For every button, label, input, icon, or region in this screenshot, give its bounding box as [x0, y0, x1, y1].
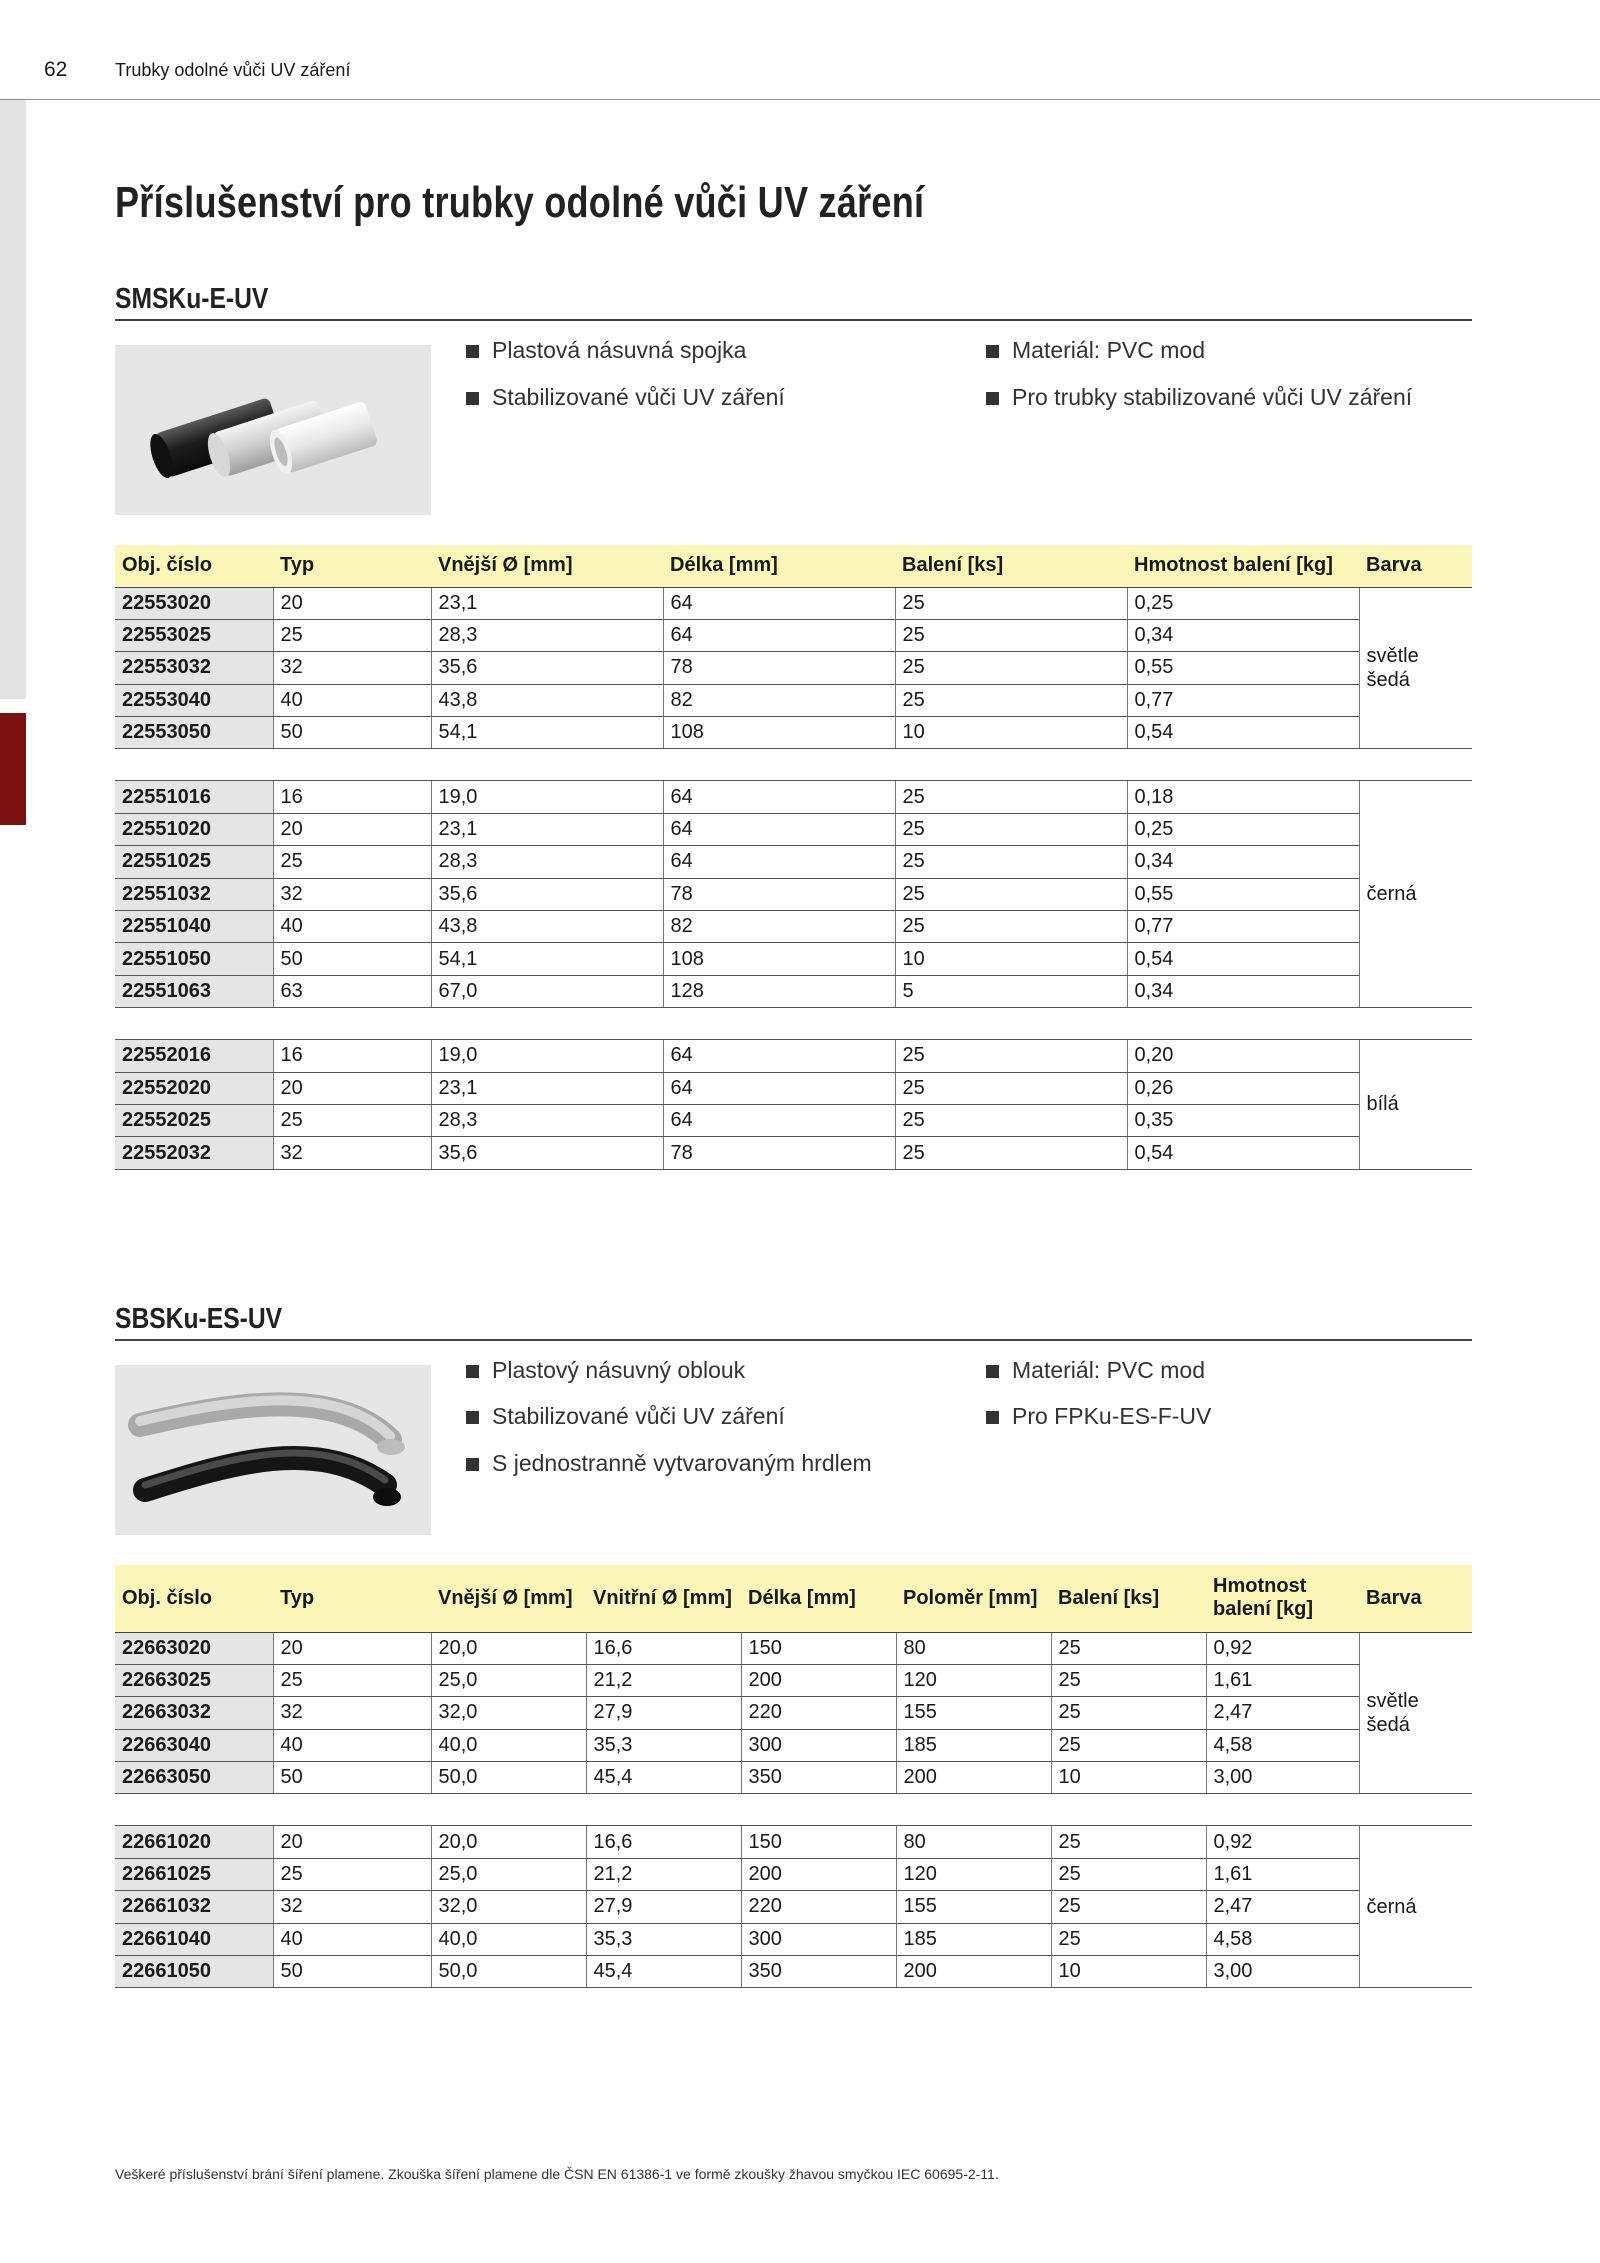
bullet-square-icon [986, 1365, 999, 1378]
table-cell: 200 [741, 1664, 896, 1696]
product-photo-couplings [115, 345, 431, 515]
table-cell: 82 [663, 684, 895, 716]
table-body [115, 1632, 1472, 1988]
order-number-cell: 22553040 [115, 684, 273, 716]
table-cell: 25 [895, 813, 1127, 845]
table-cell: 25 [273, 1104, 431, 1136]
table-cell: 10 [1051, 1762, 1206, 1794]
table-cell: 4,58 [1206, 1729, 1359, 1761]
table-cell: 300 [741, 1729, 896, 1761]
table-cell: 64 [663, 846, 895, 878]
order-number-cell: 22663025 [115, 1664, 273, 1696]
color-cell: bílá [1359, 1040, 1472, 1170]
order-number-cell: 22663020 [115, 1632, 273, 1664]
col-header: Hmotnost balení [kg] [1206, 1565, 1359, 1632]
color-cell: černá [1359, 781, 1472, 1008]
table-cell: 25 [1051, 1632, 1206, 1664]
bullet-square-icon [986, 345, 999, 358]
table-cell: 64 [663, 1104, 895, 1136]
col-header: Obj. číslo [115, 1565, 273, 1632]
col-header: Hmotnost balení [kg] [1127, 545, 1359, 587]
table-cell: 35,6 [431, 1137, 663, 1169]
table-cell: 78 [663, 652, 895, 684]
table-cell: 10 [895, 717, 1127, 749]
order-number-cell: 22552016 [115, 1040, 273, 1072]
table-cell: 40 [273, 684, 431, 716]
table-cell: 50 [273, 717, 431, 749]
table-cell: 23,1 [431, 587, 663, 619]
table-cell: 0,25 [1127, 587, 1359, 619]
table-cell: 120 [896, 1664, 1051, 1696]
bullet-square-icon [466, 345, 479, 358]
table-cell: 1,61 [1206, 1664, 1359, 1696]
table-cell: 27,9 [586, 1697, 741, 1729]
table-cell: 40 [273, 1729, 431, 1761]
table-cell: 64 [663, 781, 895, 813]
bullet-item: Pro FPKu-ES-F-UV [1012, 1403, 1211, 1430]
footer-note: Veškeré příslušenství brání šíření plamene. Zkouška šíření plamene dle ČSN EN 61386-1 ve formě zkoušky žhavou smyčkou IEC 60695-2-11. [115, 2166, 999, 2182]
table-cell: 16 [273, 781, 431, 813]
table-cell: 0,25 [1127, 813, 1359, 845]
table-row [115, 652, 1472, 684]
table-cell: 220 [741, 1891, 896, 1923]
table-cell: 16,6 [586, 1826, 741, 1858]
table-cell: 25 [895, 619, 1127, 651]
order-number-cell: 22661032 [115, 1891, 273, 1923]
section-header [115, 283, 1472, 321]
table-cell: 50,0 [431, 1956, 586, 1988]
order-number-cell: 22661020 [115, 1826, 273, 1858]
table-cell: 0,54 [1127, 943, 1359, 975]
table-cell: 50 [273, 1762, 431, 1794]
table-row [115, 587, 1472, 619]
table-cell: 2,47 [1206, 1697, 1359, 1729]
table-row [115, 1858, 1472, 1890]
order-number-cell: 22551020 [115, 813, 273, 845]
table-cell: 0,20 [1127, 1040, 1359, 1072]
table-cell: 63 [273, 975, 431, 1007]
table-cell: 20,0 [431, 1826, 586, 1858]
table-cell: 45,4 [586, 1762, 741, 1794]
col-header: Balení [ks] [1051, 1565, 1206, 1632]
product-photo-bends [115, 1365, 431, 1535]
table-cell: 20 [273, 1826, 431, 1858]
table-row [115, 619, 1472, 651]
table-cell: 16,6 [586, 1632, 741, 1664]
table-cell: 25 [1051, 1729, 1206, 1761]
table-cell: 32,0 [431, 1891, 586, 1923]
table-row [115, 943, 1472, 975]
table-cell: 32 [273, 1137, 431, 1169]
table-cell: 108 [663, 943, 895, 975]
table-cell: 64 [663, 1040, 895, 1072]
order-number-cell: 22552032 [115, 1137, 273, 1169]
table-cell: 0,92 [1206, 1632, 1359, 1664]
bullet-item: Plastová násuvná spojka [492, 337, 746, 364]
col-header: Délka [mm] [741, 1565, 896, 1632]
table-cell: 0,35 [1127, 1104, 1359, 1136]
table-cell: 40 [273, 911, 431, 943]
col-header: Vnější Ø [mm] [431, 1565, 586, 1632]
table-cell: 25 [1051, 1891, 1206, 1923]
table-cell: 25 [895, 1072, 1127, 1104]
table-cell: 25 [1051, 1826, 1206, 1858]
order-number-cell: 22661025 [115, 1858, 273, 1890]
table-body [115, 587, 1472, 1169]
table-cell: 0,34 [1127, 619, 1359, 651]
table-row [115, 1072, 1472, 1104]
table-cell: 25 [273, 1664, 431, 1696]
bullet-square-icon [466, 1458, 479, 1471]
table-cell: 20 [273, 813, 431, 845]
table-cell: 35,3 [586, 1923, 741, 1955]
table-row [115, 1891, 1472, 1923]
order-number-cell: 22551063 [115, 975, 273, 1007]
order-number-cell: 22661040 [115, 1923, 273, 1955]
page-title: Příslušenství pro trubky odolné vůči UV záření [115, 178, 925, 227]
table-row [115, 781, 1472, 813]
table-cell: 25 [895, 781, 1127, 813]
table-row [115, 1956, 1472, 1988]
table-row [115, 1826, 1472, 1858]
table-cell: 28,3 [431, 846, 663, 878]
table-cell: 54,1 [431, 717, 663, 749]
order-number-cell: 22553020 [115, 587, 273, 619]
table-cell: 35,3 [586, 1729, 741, 1761]
col-header: Barva [1359, 545, 1472, 587]
section-title: SMSKu-E-UV [115, 283, 269, 315]
table-cell: 45,4 [586, 1956, 741, 1988]
running-header [0, 0, 1600, 100]
table-cell: 64 [663, 587, 895, 619]
bullet-item: Plastový násuvný oblouk [492, 1357, 745, 1384]
table-cell: 0,34 [1127, 846, 1359, 878]
table-cell: 40,0 [431, 1729, 586, 1761]
product-table-smsku [115, 545, 1472, 1170]
table-cell: 200 [896, 1762, 1051, 1794]
col-header: Barva [1359, 1565, 1472, 1632]
order-number-cell: 22663050 [115, 1762, 273, 1794]
table-cell: 25 [273, 619, 431, 651]
product-table-sbsku [115, 1565, 1472, 1988]
table-cell: 27,9 [586, 1891, 741, 1923]
table-cell: 23,1 [431, 1072, 663, 1104]
table-cell: 50 [273, 943, 431, 975]
table-cell: 19,0 [431, 781, 663, 813]
table-cell: 300 [741, 1923, 896, 1955]
order-number-cell: 22663040 [115, 1729, 273, 1761]
table-cell: 43,8 [431, 911, 663, 943]
table-cell: 185 [896, 1729, 1051, 1761]
table-cell: 67,0 [431, 975, 663, 1007]
side-tab-grey [0, 99, 26, 699]
table-cell: 25 [895, 1137, 1127, 1169]
table-cell: 25 [895, 846, 1127, 878]
order-number-cell: 22552025 [115, 1104, 273, 1136]
table-cell: 54,1 [431, 943, 663, 975]
table-cell: 25 [1051, 1664, 1206, 1696]
table-cell: 10 [895, 943, 1127, 975]
bullet-square-icon [986, 392, 999, 405]
table-cell: 28,3 [431, 619, 663, 651]
table-cell: 43,8 [431, 684, 663, 716]
bullet-item: S jednostranně vytvarovaným hrdlem [492, 1450, 872, 1477]
table-row [115, 1664, 1472, 1696]
order-number-cell: 22553050 [115, 717, 273, 749]
table-cell: 50,0 [431, 1762, 586, 1794]
table-cell: 25 [1051, 1923, 1206, 1955]
table-row [115, 1137, 1472, 1169]
table-cell: 0,54 [1127, 717, 1359, 749]
table-cell: 25 [895, 587, 1127, 619]
table-cell: 80 [896, 1826, 1051, 1858]
table-cell: 155 [896, 1891, 1051, 1923]
table-cell: 220 [741, 1697, 896, 1729]
bullet-square-icon [986, 1411, 999, 1424]
table-row [115, 717, 1472, 749]
table-cell: 25 [895, 911, 1127, 943]
side-tab-red [0, 713, 26, 825]
table-row [115, 1762, 1472, 1794]
bullet-square-icon [466, 1411, 479, 1424]
running-header-title: Trubky odolné vůči UV záření [115, 60, 351, 80]
table-cell: 50 [273, 1956, 431, 1988]
table-row [115, 846, 1472, 878]
table-cell: 10 [1051, 1956, 1206, 1988]
bullet-square-icon [466, 1365, 479, 1378]
table-cell: 20 [273, 587, 431, 619]
table-cell: 108 [663, 717, 895, 749]
table-cell: 0,77 [1127, 911, 1359, 943]
order-number-cell: 22553025 [115, 619, 273, 651]
table-cell: 64 [663, 619, 895, 651]
bullet-item: Materiál: PVC mod [1012, 1357, 1205, 1384]
order-number-cell: 22551016 [115, 781, 273, 813]
table-cell: 78 [663, 1137, 895, 1169]
page-number: 62 [44, 58, 68, 81]
table-cell: 0,26 [1127, 1072, 1359, 1104]
table-cell: 40 [273, 1923, 431, 1955]
table-cell: 0,55 [1127, 878, 1359, 910]
order-number-cell: 22663032 [115, 1697, 273, 1729]
order-number-cell: 22551032 [115, 878, 273, 910]
table-cell: 16 [273, 1040, 431, 1072]
col-header: Délka [mm] [663, 545, 895, 587]
section-smsku [115, 283, 1472, 1164]
table-row [115, 878, 1472, 910]
table-cell: 20 [273, 1072, 431, 1104]
col-header: Typ [273, 1565, 431, 1632]
col-header: Poloměr [mm] [896, 1565, 1051, 1632]
col-header: Balení [ks] [895, 545, 1127, 587]
table-cell: 1,61 [1206, 1858, 1359, 1890]
table-cell: 32 [273, 1697, 431, 1729]
order-number-cell: 22551050 [115, 943, 273, 975]
table-cell: 20,0 [431, 1632, 586, 1664]
bullet-item: Materiál: PVC mod [1012, 337, 1205, 364]
order-number-cell: 22661050 [115, 1956, 273, 1988]
table-row [115, 1040, 1472, 1072]
table-row [115, 813, 1472, 845]
table-cell: 20 [273, 1632, 431, 1664]
table-row [115, 975, 1472, 1007]
table-cell: 4,58 [1206, 1923, 1359, 1955]
color-cell: světle šedá [1359, 1632, 1472, 1794]
table-cell: 25 [1051, 1697, 1206, 1729]
table-row [115, 1632, 1472, 1664]
table-cell: 155 [896, 1697, 1051, 1729]
table-cell: 3,00 [1206, 1956, 1359, 1988]
table-row [115, 1923, 1472, 1955]
order-number-cell: 22552020 [115, 1072, 273, 1104]
table-row [115, 684, 1472, 716]
section-title: SBSKu-ES-UV [115, 1303, 283, 1335]
table-cell: 350 [741, 1956, 896, 1988]
col-header: Vnitřní Ø [mm] [586, 1565, 741, 1632]
table-cell: 0,54 [1127, 1137, 1359, 1169]
table-cell: 25,0 [431, 1858, 586, 1890]
table-cell: 21,2 [586, 1858, 741, 1890]
table-row [115, 1697, 1472, 1729]
table-cell: 28,3 [431, 1104, 663, 1136]
table-cell: 200 [741, 1858, 896, 1890]
table-cell: 25,0 [431, 1664, 586, 1696]
order-number-cell: 22553032 [115, 652, 273, 684]
table-cell: 25 [273, 1858, 431, 1890]
table-cell: 25 [895, 878, 1127, 910]
table-cell: 5 [895, 975, 1127, 1007]
table-cell: 32 [273, 652, 431, 684]
table-cell: 0,55 [1127, 652, 1359, 684]
table-cell: 25 [895, 1104, 1127, 1136]
table-cell: 64 [663, 813, 895, 845]
group-separator [115, 1794, 1472, 1826]
table-cell: 185 [896, 1923, 1051, 1955]
table-cell: 200 [896, 1956, 1051, 1988]
table-cell: 0,34 [1127, 975, 1359, 1007]
bullet-item: Stabilizované vůči UV záření [492, 384, 785, 411]
table-cell: 25 [1051, 1858, 1206, 1890]
table-row [115, 1104, 1472, 1136]
col-header: Typ [273, 545, 431, 587]
table-cell: 0,77 [1127, 684, 1359, 716]
order-number-cell: 22551025 [115, 846, 273, 878]
table-cell: 25 [273, 846, 431, 878]
table-cell: 82 [663, 911, 895, 943]
table-cell: 35,6 [431, 652, 663, 684]
table-cell: 19,0 [431, 1040, 663, 1072]
table-cell: 2,47 [1206, 1891, 1359, 1923]
color-cell: světle šedá [1359, 587, 1472, 749]
table-cell: 32,0 [431, 1697, 586, 1729]
table-cell: 78 [663, 878, 895, 910]
table-cell: 120 [896, 1858, 1051, 1890]
table-cell: 128 [663, 975, 895, 1007]
table-cell: 32 [273, 878, 431, 910]
order-number-cell: 22551040 [115, 911, 273, 943]
table-cell: 23,1 [431, 813, 663, 845]
bullet-square-icon [466, 392, 479, 405]
table-cell: 80 [896, 1632, 1051, 1664]
table-cell: 25 [895, 1040, 1127, 1072]
col-header: Obj. číslo [115, 545, 273, 587]
table-cell: 150 [741, 1826, 896, 1858]
table-row [115, 911, 1472, 943]
section-sbsku [115, 1303, 1472, 1983]
color-cell: černá [1359, 1826, 1472, 1988]
table-row [115, 1729, 1472, 1761]
table-cell: 25 [895, 684, 1127, 716]
group-separator [115, 749, 1472, 781]
bullet-item: Stabilizované vůči UV záření [492, 1403, 785, 1430]
table-cell: 350 [741, 1762, 896, 1794]
table-cell: 150 [741, 1632, 896, 1664]
bullet-item: Pro trubky stabilizované vůči UV záření [1012, 384, 1412, 411]
table-cell: 21,2 [586, 1664, 741, 1696]
col-header: Vnější Ø [mm] [431, 545, 663, 587]
table-cell: 3,00 [1206, 1762, 1359, 1794]
table-cell: 0,18 [1127, 781, 1359, 813]
table-cell: 32 [273, 1891, 431, 1923]
table-cell: 25 [895, 652, 1127, 684]
group-separator [115, 1008, 1472, 1040]
table-cell: 35,6 [431, 878, 663, 910]
table-cell: 64 [663, 1072, 895, 1104]
table-cell: 40,0 [431, 1923, 586, 1955]
section-header [115, 1303, 1472, 1341]
table-cell: 0,92 [1206, 1826, 1359, 1858]
